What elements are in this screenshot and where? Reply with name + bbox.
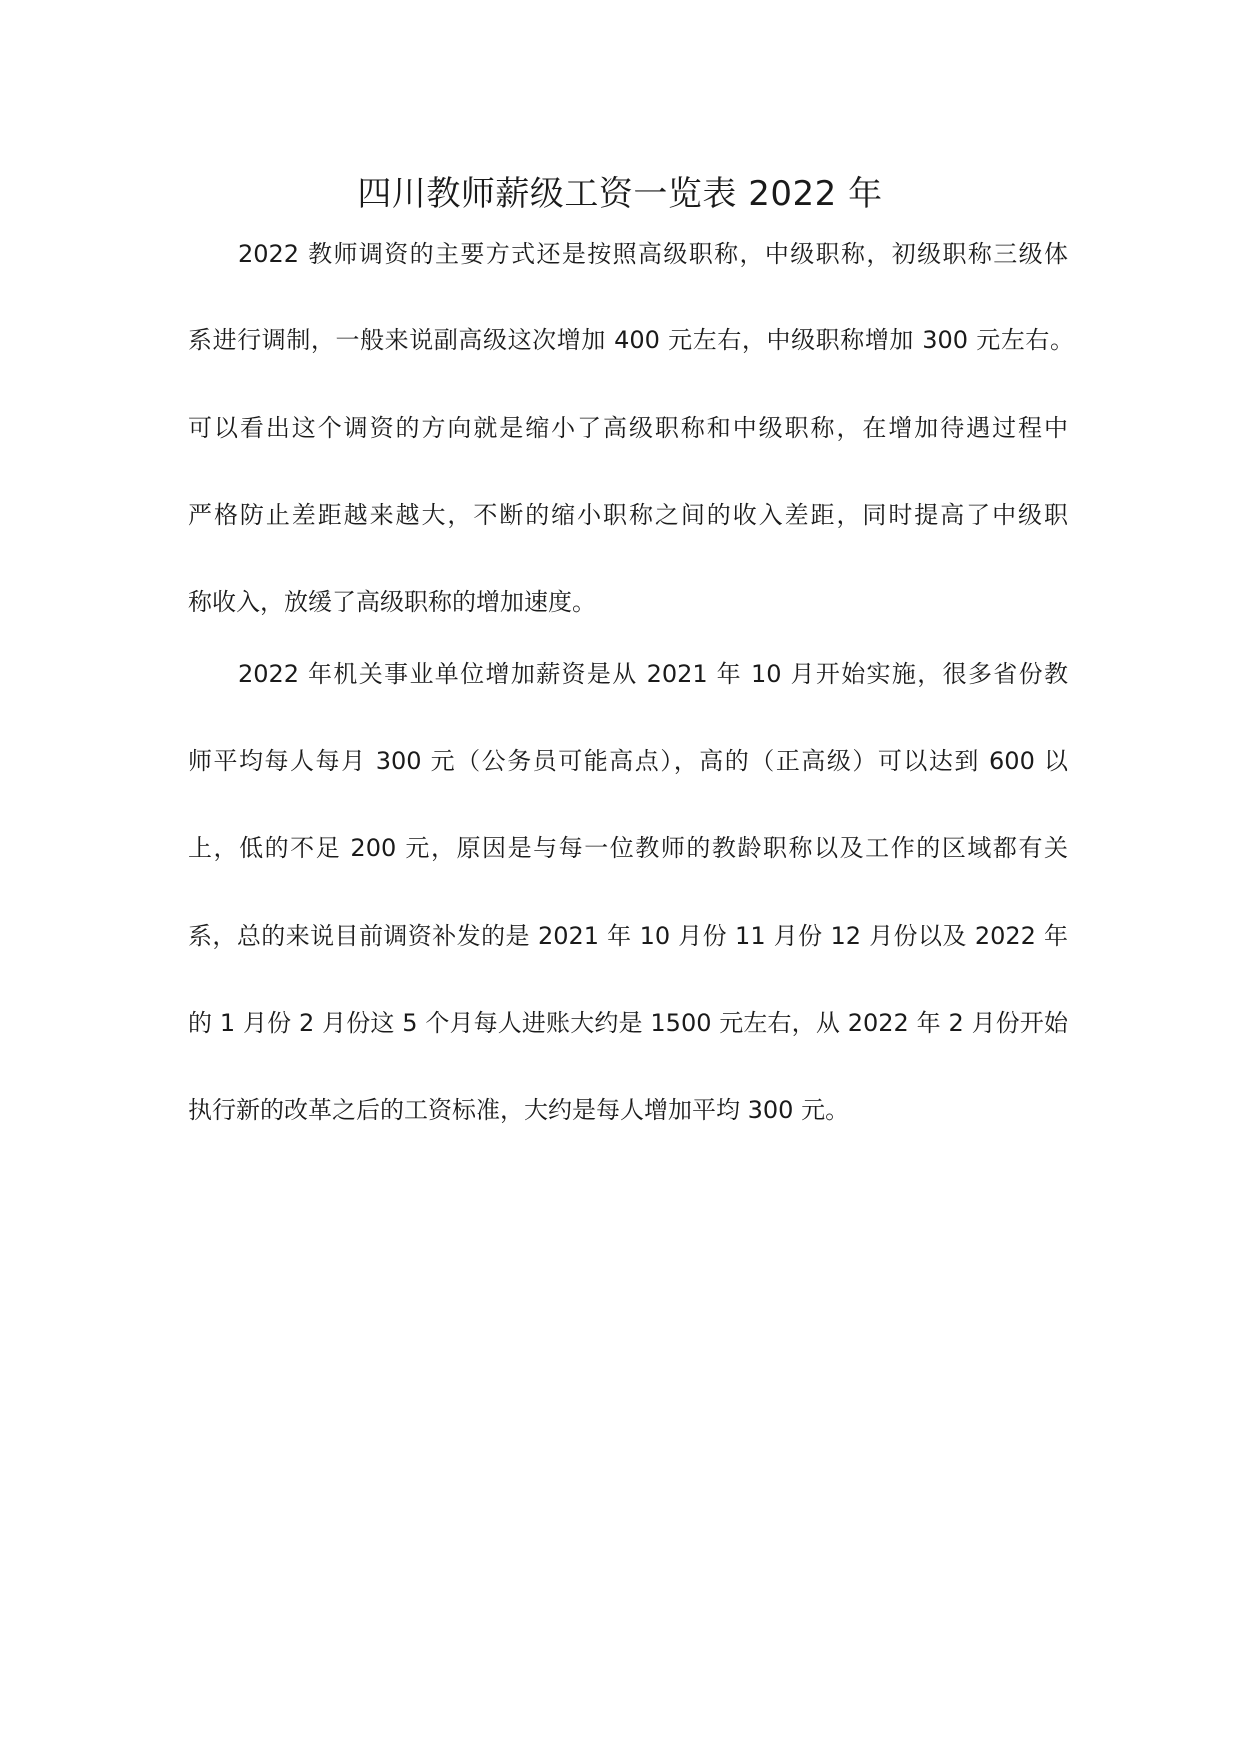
paragraph-1-line-5: 称收入，放缓了高级职称的增加速度。 [188, 588, 596, 616]
page-title: 四川教师薪级工资一览表 2022 年 [357, 174, 883, 214]
paragraph-2-line-1: 2022 年机关事业单位增加薪资是从 2021 年 10 月开始实施，很多省份教 [238, 660, 1068, 688]
paragraph-1-line-1: 2022 教师调资的主要方式还是按照高级职称，中级职称，初级职称三级体 [238, 240, 1068, 268]
paragraph-1-line-3: 可以看出这个调资的方向就是缩小了高级职称和中级职称，在增加待遇过程中 [188, 414, 1068, 442]
paragraph-2-line-3: 上，低的不足 200 元，原因是与每一位教师的教龄职称以及工作的区域都有关 [188, 834, 1068, 862]
paragraph-1-line-2: 系进行调制，一般来说副高级这次增加 400 元左右，中级职称增加 300 元左右。 [188, 326, 1074, 354]
paragraph-2-line-5: 的 1 月份 2 月份这 5 个月每人进账大约是 1500 元左右，从 2022 年 2 月份开始 [188, 1009, 1068, 1037]
paragraph-2-line-2: 师平均每人每月 300 元（公务员可能高点），高的（正高级）可以达到 600 以 [188, 747, 1068, 775]
paragraph-2-line-4: 系，总的来说目前调资补发的是 2021 年 10 月份 11 月份 12 月份以及 2022 年 [188, 922, 1068, 950]
paragraph-1-line-4: 严格防止差距越来越大，不断的缩小职称之间的收入差距，同时提高了中级职 [188, 501, 1068, 529]
paragraph-2-line-6: 执行新的改革之后的工资标准，大约是每人增加平均 300 元。 [188, 1096, 850, 1124]
